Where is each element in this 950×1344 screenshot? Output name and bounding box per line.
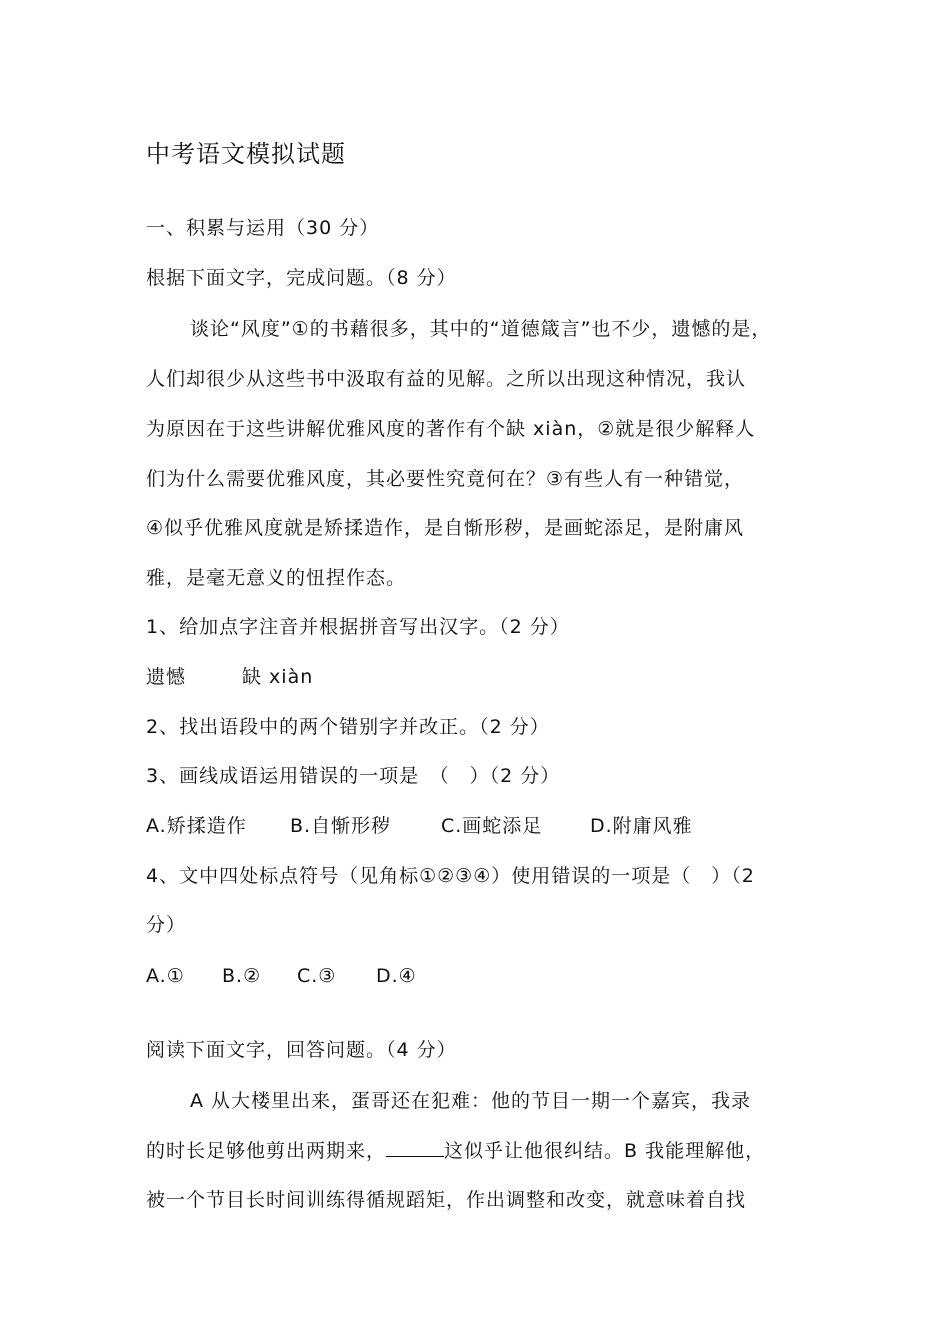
passage2-line: A 从大楼里出来，蛋哥还在犯难：他的节目一期一个嘉宾，我录 <box>190 1090 752 1112</box>
doc-title: 中考语文模拟试题 <box>146 140 346 168</box>
q4-option-b: B.② <box>222 965 262 987</box>
question-4-cont: 分） <box>146 914 187 936</box>
q1-word: 遗憾 <box>146 666 187 688</box>
passage1-line: 谈论“风度”①的书藉很多，其中的“道德箴言”也不少，遗憾的是， <box>190 318 772 340</box>
section-heading: 一、积累与运用（30 分） <box>146 217 380 239</box>
q3-option-d: D.附庸风雅 <box>590 815 693 837</box>
question-4: 4、文中四处标点符号（见角标①②③④）使用错误的一项是（ ）（2 <box>146 865 755 887</box>
passage1-line: 人们却很少从这些书中汲取有益的见解。之所以出现这种情况，我认 <box>146 368 747 390</box>
fill-in-blank <box>386 1138 444 1157</box>
q3-option-a: A.矫揉造作 <box>146 815 247 837</box>
question-3: 3、画线成语运用错误的一项是 （ ）（2 分） <box>146 765 561 787</box>
passage1-line: 们为什么需要优雅风度，其必要性究竟何在？③有些人有一种错觉， <box>146 468 745 490</box>
question-1: 1、给加点字注音并根据拼音写出汉字。（2 分） <box>146 616 570 638</box>
q1-word: 缺 xiàn <box>242 666 314 688</box>
q4-option-c: C.③ <box>297 965 337 987</box>
passage1-line: ④似乎优雅风度就是矫揉造作，是自惭形秽，是画蛇添足，是附庸风 <box>146 517 745 539</box>
passage2-line: 被一个节目长时间训练得循规蹈矩，作出调整和改变，就意味着自找 <box>146 1189 747 1211</box>
passage2-text: 这似乎让他很纠结。B 我能理解他， <box>444 1140 766 1162</box>
q4-option-d: D.④ <box>376 965 417 987</box>
question-2: 2、找出语段中的两个错别字并改正。（2 分） <box>146 716 550 738</box>
passage2-line <box>146 1138 765 1164</box>
passage2-instruction: 阅读下面文字，回答问题。（4 分） <box>146 1039 457 1061</box>
passage2-text: 的时长足够他剪出两期来， <box>146 1140 387 1162</box>
q3-option-c: C.画蛇添足 <box>441 815 543 837</box>
passage1-line: 为原因在于这些讲解优雅风度的著作有个缺 xiàn，②就是很少解释人 <box>146 418 756 440</box>
passage1-line: 雅，是毫无意义的忸捏作态。 <box>146 567 407 589</box>
q3-option-b: B.自惭形秽 <box>290 815 392 837</box>
passage1-instruction: 根据下面文字，完成问题。（8 分） <box>146 267 457 289</box>
q4-option-a: A.① <box>146 965 185 987</box>
